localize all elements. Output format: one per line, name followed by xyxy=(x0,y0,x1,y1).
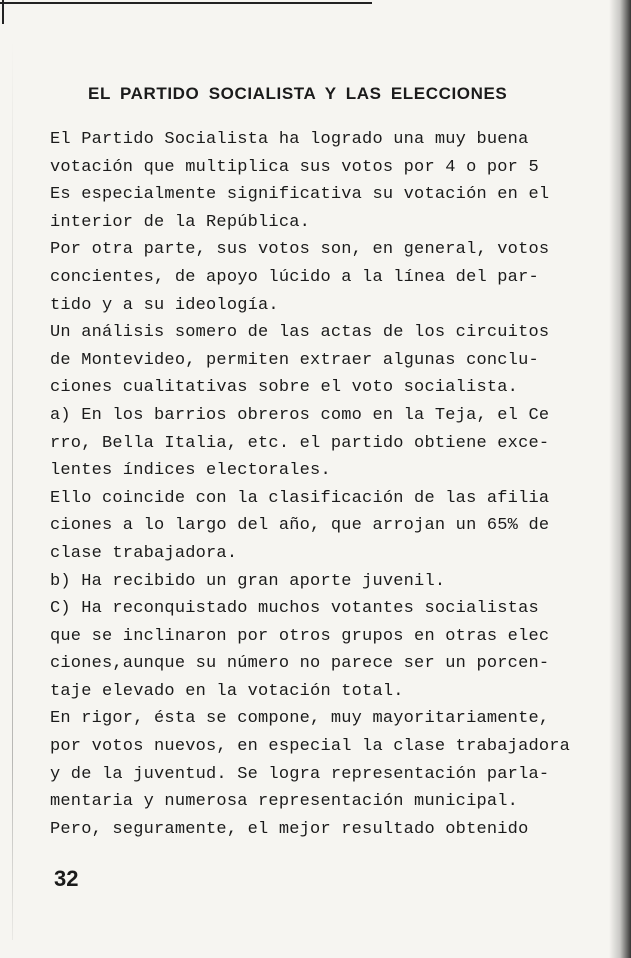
text-line: Es especialmente significativa su votación en el xyxy=(50,185,550,205)
page-number: 32 xyxy=(54,866,79,891)
text-line: ciones a lo largo del año, que arrojan un 65% de xyxy=(50,516,550,536)
text-line: Pero, seguramente, el mejor resultado obtenido xyxy=(50,819,529,839)
text-line: concientes, de apoyo lúcido a la línea del par- xyxy=(50,267,539,287)
text-line: lentes índices electorales. xyxy=(50,461,331,481)
text-line: interior de la República. xyxy=(50,212,311,232)
text-line: Ello coincide con la clasificación de las afilia xyxy=(50,488,550,508)
body-text xyxy=(50,126,595,843)
text-line: a) En los barrios obreros como en la Teja, el Ce xyxy=(50,405,550,425)
right-page-edge-shadow xyxy=(609,0,631,958)
text-line: El Partido Socialista ha logrado una muy buena xyxy=(50,130,529,149)
text-line: de Montevideo, permiten extraer algunas conclu- xyxy=(50,350,539,370)
text-line: Por otra parte, sus votos son, en general, votos xyxy=(50,240,550,260)
corner-border-rule xyxy=(2,0,4,24)
text-line: y de la juventud. Se logra representación parla- xyxy=(50,764,550,784)
text-line: que se inclinaron por otros grupos en otras elec xyxy=(50,626,550,646)
text-line: ciones,aunque su número no parece ser un porcen- xyxy=(50,654,550,674)
top-border-rule xyxy=(0,2,372,4)
text-line: rro, Bella Italia, etc. el partido obtiene exce- xyxy=(50,433,550,453)
left-page-edge xyxy=(12,40,13,940)
text-line: b) Ha recibido un gran aporte juvenil. xyxy=(50,571,446,591)
text-line: Un análisis somero de las actas de los circuitos xyxy=(50,323,550,343)
text-line: C) Ha reconquistado muchos votantes socialistas xyxy=(50,599,539,619)
text-line: taje elevado en la votación total. xyxy=(50,681,404,701)
text-line: En rigor, ésta se compone, muy mayoritariamente, xyxy=(50,709,550,729)
text-line: ciones cualitativas sobre el voto socialista. xyxy=(50,378,519,398)
text-line: por votos nuevos, en especial la clase trabajadora xyxy=(50,737,571,757)
text-line: votación que multiplica sus votos por 4 o por 5 xyxy=(50,157,539,177)
text-line: clase trabajadora. xyxy=(50,543,238,563)
text-line: mentaria y numerosa representación municipal. xyxy=(50,792,519,812)
page-title: EL PARTIDO SOCIALISTA Y LAS ELECCIONES xyxy=(88,84,508,103)
text-line: tido y a su ideología. xyxy=(50,295,279,315)
